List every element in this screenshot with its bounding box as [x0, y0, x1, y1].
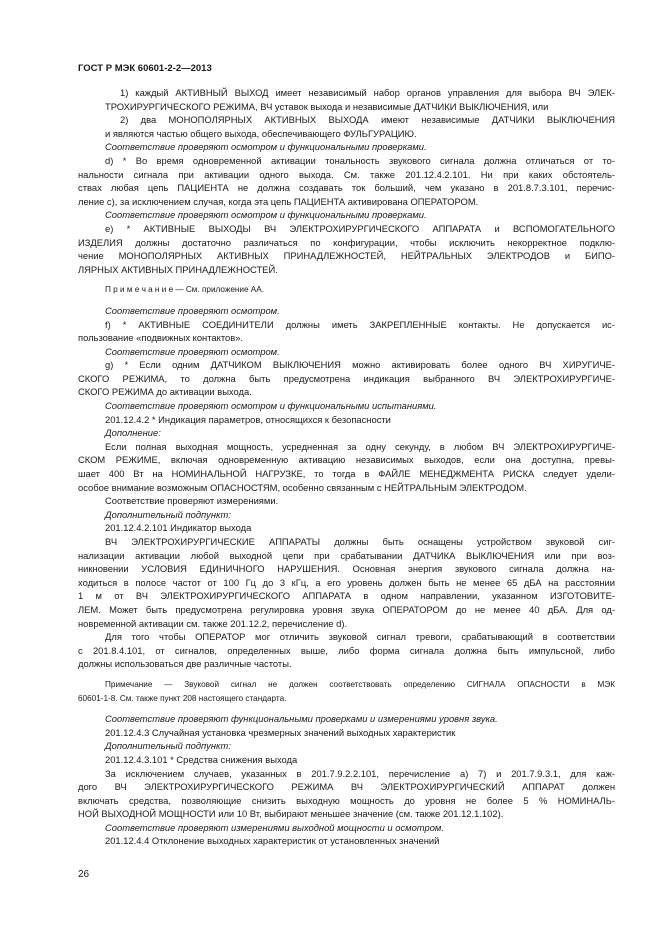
text-line: ление с), за исключением случая, когда эта цепь ПАЦИЕНТА активирована ОПЕРАТОРОМ.: [78, 195, 479, 207]
text-line: П р и м е ч а н и е — См. приложение АА.: [105, 285, 265, 295]
text-line: пользование «подвижных контактов».: [78, 332, 244, 344]
text-line: Соответствие проверяют осмотром.: [105, 304, 280, 316]
text-line: g) * Если одним ДАТЧИКОМ ВЫКЛЮЧЕНИЯ можно активировать более одного ВЧ ХИРУГИЧЕ-: [105, 359, 615, 371]
text-line: никновении УСЛОВИЯ ЕДИНИЧНОГО НАРУШЕНИЯ. Основная энергия звукового сигнала должна на-: [78, 563, 615, 575]
text-line: Дополнение:: [105, 427, 161, 439]
text-line: НОЙ ВЫХОДНОЙ МОЩНОСТИ или 10 Вт, выбирают меньшее значение (см. также 201.12.1.102).: [78, 808, 504, 820]
text-line: Соответствие проверяют осмотром и функциональными проверками.: [105, 209, 427, 221]
text-line: включать средства, позволяющие снизить выходную мощность до уровня не более 5 % НОМИНАЛЬ-: [78, 794, 615, 806]
text-line: Соответствие проверяют функциональными проверками и измерениями уровня звука.: [105, 713, 498, 725]
text-line: 201.12.4.2 * Индикация параметров, относящихся к безопасности: [105, 413, 391, 425]
text-line: Если полная выходная мощность, усредненная за одну секунду, в любом ВЧ ЭЛЕКТРОХИРУРГИЧЕ-: [105, 440, 615, 452]
text-line: новременной активации см. также 201.12.2, перечисление d).: [78, 617, 348, 629]
spacer: [78, 297, 615, 304]
text-line: нальности сигнала при активации одного выхода. См. также 201.12.4.2.101. Ни при каких обстоятель-: [78, 168, 615, 180]
text-line: За исключением случаев, указанных в 201.7.9.2.2.101, перечисление а) 7) и 201.7.9.3.1, для каж-: [105, 767, 615, 779]
document-header: ГОСТ Р МЭК 60601-2-2—2013: [78, 63, 212, 74]
page-number: 26: [78, 869, 90, 880]
spacer: [78, 276, 615, 283]
text-line: с 201.8.4.101, от сигналов, определенных выше, либо форма сигнала должна быть импульсной, либо: [78, 644, 615, 656]
text-line: Соответствие проверяют осмотром.: [105, 345, 280, 357]
text-line: ТРОХИРУРГИЧЕСКОГО РЕЖИМА, ВЧ уставок выхода и независимые ДАТЧИКИ ВЫКЛЮЧЕНИЯ, или: [105, 100, 549, 112]
text-line: СКОГО РЕЖИМА, то должна быть предусмотрена индикация выбранного ВЧ ЭЛЕКТРОХИРУРГИЧЕ-: [78, 372, 615, 384]
text-line: Примечание — Звуковой сигнал не должен соответствовать определению СИГНАЛА ОПАСНОСТИ в МЭК: [105, 679, 615, 689]
text-line: Соответствие проверяют осмотром и функциональными испытаниями.: [105, 400, 437, 412]
text-line: ЛЕМ. Может быть предусмотрена регулировка уровня звука ОПЕРАТОРОМ до не менее 40 дБА. Для од-: [78, 603, 615, 615]
text-line: и являются частью общего выхода, обеспечивающего ФУЛЬГУРАЦИЮ.: [105, 127, 417, 139]
text-line: 201.12.4.3.101 * Средства снижения выхода: [105, 753, 298, 765]
text-line: ВЧ ЭЛЕКТРОХИРУРГИЧЕСКИЕ АППАРАТЫ должны быть оснащены устройством звуковой сиг-: [105, 536, 615, 547]
spacer: [78, 671, 615, 678]
text-line: Дополнительный подпункт:: [105, 740, 231, 752]
text-line: 2) два МОНОПОЛЯРНЫХ АКТИВНЫХ ВЫХОДА имеют независимые ДАТЧИКИ ВЫКЛЮЧЕНИЯ: [120, 114, 615, 126]
text-line: СКОГО РЕЖИМА до активации выхода.: [78, 386, 252, 398]
text-line: Для того чтобы ОПЕРАТОР мог отличить звуковой сигнал тревоги, срабатывающий в соответствии: [105, 631, 615, 643]
text-line: дого ВЧ ЭЛЕКТРОХИРУРГИЧЕСКОГО РЕЖИМА ВЧ ЭЛЕКТРОХИРУРГИЧЕСКИЙ АППАРАТ должен: [78, 781, 615, 793]
text-line: особое внимание возможным ОПАСНОСТЯМ, особенно связанным с НЕЙТРАЛЬНЫМ ЭЛЕКТРОДОМ.: [78, 481, 527, 493]
text-line: ИЗДЕЛИЯ должны достаточно различаться по конфигурации, чтобы исключить некорректное подклю-: [78, 236, 615, 248]
text-line: ствах любая цепь ПАЦИЕНТА не должна создавать ток больший, чем указано в 201.8.7.3.101, перечис-: [78, 182, 615, 194]
text-line: Дополнительный подпункт:: [105, 508, 231, 520]
text-line: шает 400 Вт на НОМИНАЛЬНОЙ НАГРУЗКЕ, то тогда в ФАЙЛЕ МЕНЕДЖМЕНТА РИСКА следует удели-: [78, 468, 615, 480]
document-body: [78, 86, 615, 848]
text-line: Соответствие проверяют измерениями выходной мощности и осмотром.: [105, 821, 444, 833]
text-line: 201.12.4.3 Случайная установка чрезмерных значений выходных характеристик: [105, 726, 456, 738]
text-line: ЛЯРНЫХ АКТИВНЫХ ПРИНАДЛЕЖНОСТЕЙ.: [78, 263, 278, 275]
text-line: Соответствие проверяют измерениями.: [105, 495, 279, 507]
text-line: 201.12.4.2.101 Индикатор выхода: [105, 522, 252, 534]
text-line: 201.12.4.4 Отклонение выходных характеристик от установленных значений: [105, 835, 440, 847]
text-line: 1) каждый АКТИВНЫЙ ВЫХОД имеет независимый набор органов управления для выбора ВЧ ЭЛЕК-: [120, 87, 615, 98]
text-line: d) * Во время одновременной активации тональность звукового сигнала должна отличаться от то-: [105, 154, 615, 166]
text-line: 1 м от ВЧ ЭЛЕКТРОХИРУРГИЧЕСКОГО АППАРАТА в одном направлении, указанном ИЗГОТОВИТЕ-: [78, 590, 615, 602]
text-line: чение МОНОПОЛЯРНЫХ АКТИВНЫХ ПРИНАДЛЕЖНОСТЕЙ, НЕЙТРАЛЬНЫХ ЭЛЕКТРОДОВ и БИПО-: [78, 250, 615, 262]
text-line: 60601-1-8. См. также пункт 208 настоящего стандарта.: [78, 693, 287, 703]
text-line: нализации активации любой выходной цепи при срабатывании ДАТЧИКА ВЫКЛЮЧЕНИЯ или при воз-: [78, 549, 615, 561]
text-line: СКОМ РЕЖИМЕ, включая одновременную активацию независимых выходов, если она доступна, превы-: [78, 454, 615, 466]
text-line: Соответствие проверяют осмотром и функциональными проверками.: [105, 141, 427, 153]
text-line: е) * АКТИВНЫЕ ВЫХОДЫ ВЧ ЭЛЕКТРОХИРУРГИЧЕСКОГО АППАРАТА и ВСПОМОГАТЕЛЬНОГО: [105, 222, 615, 234]
text-line: ходиться в полосе частот от 100 Гц до 3 кГц, а его уровень должен быть не менее 65 дБА на расстоянии: [78, 576, 615, 588]
text-line: f) * АКТИВНЫЕ СОЕДИНИТЕЛИ должны иметь ЗАКРЕПЛЕННЫЕ контакты. Не допускается ис-: [105, 318, 615, 330]
text-line: должны использоваться две различные частоты.: [78, 658, 292, 670]
spacer: [78, 705, 615, 712]
